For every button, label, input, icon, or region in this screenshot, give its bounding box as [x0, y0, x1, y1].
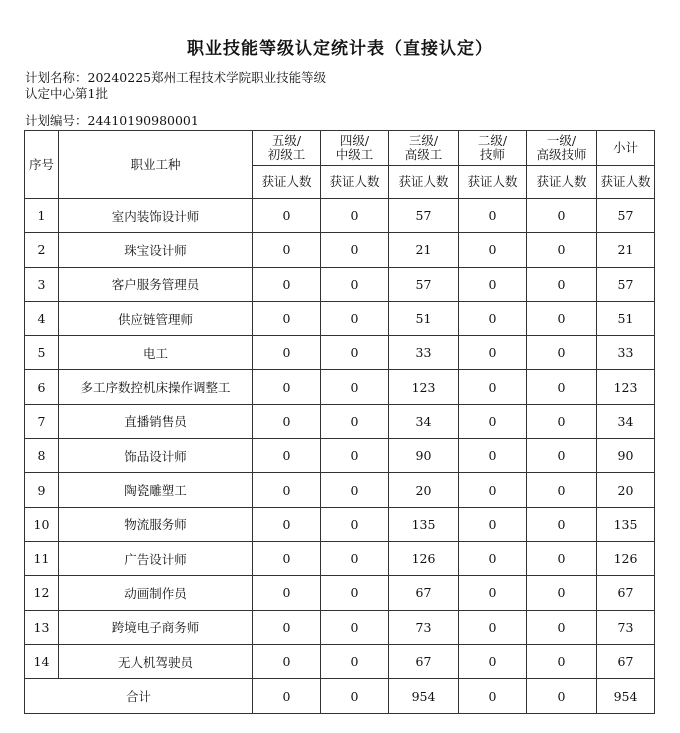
row-count-cell: 0	[321, 233, 389, 267]
row-count-cell: 0	[253, 404, 321, 438]
header-count: 获证人数	[253, 166, 321, 199]
row-occupation: 珠宝设计师	[59, 233, 253, 267]
header-count: 获证人数	[459, 166, 527, 199]
row-count-cell: 0	[321, 404, 389, 438]
row-number: 9	[25, 473, 59, 507]
table-row	[25, 370, 655, 404]
row-count-cell: 0	[321, 507, 389, 541]
header-seq: 序号	[25, 131, 59, 199]
table-row	[25, 576, 655, 610]
row-number: 12	[25, 576, 59, 610]
row-count-cell: 0	[459, 473, 527, 507]
row-occupation: 无人机驾驶员	[59, 644, 253, 678]
row-count-cell: 0	[253, 644, 321, 678]
row-count-cell: 0	[321, 541, 389, 575]
header-count: 获证人数	[321, 166, 389, 199]
table-row	[25, 301, 655, 335]
row-count-cell: 20	[597, 473, 655, 507]
total-cell: 0	[527, 679, 597, 714]
row-count-cell: 0	[253, 301, 321, 335]
row-count-cell: 34	[389, 404, 459, 438]
row-count-cell: 0	[527, 233, 597, 267]
row-count-cell: 0	[527, 199, 597, 233]
table-row	[25, 473, 655, 507]
row-count-cell: 0	[321, 301, 389, 335]
row-count-cell: 33	[389, 336, 459, 370]
row-count-cell: 90	[389, 439, 459, 473]
row-count-cell: 0	[321, 267, 389, 301]
row-count-cell: 0	[253, 233, 321, 267]
row-count-cell: 0	[253, 370, 321, 404]
row-count-cell: 0	[253, 610, 321, 644]
table-row	[25, 404, 655, 438]
row-count-cell: 0	[253, 507, 321, 541]
row-count-cell: 67	[597, 576, 655, 610]
row-count-cell: 0	[253, 336, 321, 370]
row-count-cell: 0	[321, 473, 389, 507]
row-count-cell: 0	[527, 267, 597, 301]
row-count-cell: 51	[597, 301, 655, 335]
row-count-cell: 57	[597, 199, 655, 233]
header-level-2: 二级/ 技师	[459, 131, 527, 166]
row-count-cell: 135	[389, 507, 459, 541]
row-count-cell: 126	[597, 541, 655, 575]
row-count-cell: 51	[389, 301, 459, 335]
total-cell: 954	[597, 679, 655, 714]
total-cell: 0	[459, 679, 527, 714]
table-row	[25, 233, 655, 267]
row-count-cell: 123	[389, 370, 459, 404]
row-number: 3	[25, 267, 59, 301]
row-number: 4	[25, 301, 59, 335]
total-cell: 0	[321, 679, 389, 714]
row-occupation: 陶瓷雕塑工	[59, 473, 253, 507]
row-count-cell: 135	[597, 507, 655, 541]
row-occupation: 多工序数控机床操作调整工	[59, 370, 253, 404]
row-count-cell: 0	[527, 370, 597, 404]
row-count-cell: 90	[597, 439, 655, 473]
row-count-cell: 0	[527, 644, 597, 678]
row-count-cell: 57	[389, 267, 459, 301]
row-occupation: 直播销售员	[59, 404, 253, 438]
row-count-cell: 0	[527, 404, 597, 438]
row-count-cell: 0	[321, 370, 389, 404]
row-count-cell: 0	[321, 610, 389, 644]
row-count-cell: 0	[253, 267, 321, 301]
row-number: 8	[25, 439, 59, 473]
row-count-cell: 67	[389, 576, 459, 610]
row-count-cell: 0	[321, 644, 389, 678]
row-count-cell: 0	[459, 404, 527, 438]
row-occupation: 电工	[59, 336, 253, 370]
row-count-cell: 0	[321, 199, 389, 233]
row-count-cell: 0	[459, 439, 527, 473]
row-number: 1	[25, 199, 59, 233]
row-number: 14	[25, 644, 59, 678]
row-count-cell: 21	[597, 233, 655, 267]
header-level-4: 四级/ 中级工	[321, 131, 389, 166]
row-count-cell: 34	[597, 404, 655, 438]
total-row	[25, 679, 655, 714]
row-occupation: 室内装饰设计师	[59, 199, 253, 233]
table-row	[25, 199, 655, 233]
row-count-cell: 0	[527, 439, 597, 473]
plan-name-line1: 计划名称：20240225郑州工程技术学院职业技能等级	[25, 70, 327, 85]
row-count-cell: 0	[321, 336, 389, 370]
row-count-cell: 0	[253, 473, 321, 507]
row-count-cell: 123	[597, 370, 655, 404]
total-cell: 0	[253, 679, 321, 714]
row-count-cell: 73	[389, 610, 459, 644]
row-count-cell: 0	[459, 610, 527, 644]
row-count-cell: 0	[253, 199, 321, 233]
row-count-cell: 0	[253, 576, 321, 610]
table-row	[25, 439, 655, 473]
row-number: 2	[25, 233, 59, 267]
row-occupation: 物流服务师	[59, 507, 253, 541]
row-count-cell: 0	[459, 199, 527, 233]
page-title: 职业技能等级认定统计表（直接认定）	[187, 39, 493, 59]
table-row	[25, 507, 655, 541]
header-level-5: 五级/ 初级工	[253, 131, 321, 166]
header-level-1: 一级/ 高级技师	[527, 131, 597, 166]
row-count-cell: 0	[459, 267, 527, 301]
plan-number: 计划编号：24410190980001	[25, 113, 199, 128]
total-label: 合计	[25, 679, 253, 714]
table-row	[25, 610, 655, 644]
row-count-cell: 0	[459, 644, 527, 678]
row-occupation: 饰品设计师	[59, 439, 253, 473]
row-count-cell: 0	[527, 301, 597, 335]
header-count: 获证人数	[597, 166, 655, 199]
row-occupation: 广告设计师	[59, 541, 253, 575]
row-count-cell: 0	[527, 610, 597, 644]
row-count-cell: 20	[389, 473, 459, 507]
header-count: 获证人数	[527, 166, 597, 199]
table-row	[25, 267, 655, 301]
row-occupation: 客户服务管理员	[59, 267, 253, 301]
row-count-cell: 0	[527, 541, 597, 575]
row-occupation: 跨境电子商务师	[59, 610, 253, 644]
row-count-cell: 0	[253, 439, 321, 473]
row-count-cell: 0	[527, 576, 597, 610]
row-number: 5	[25, 336, 59, 370]
row-count-cell: 67	[389, 644, 459, 678]
row-count-cell: 67	[597, 644, 655, 678]
row-count-cell: 0	[459, 507, 527, 541]
row-count-cell: 0	[321, 576, 389, 610]
row-number: 10	[25, 507, 59, 541]
table-row	[25, 336, 655, 370]
row-number: 7	[25, 404, 59, 438]
table-row	[25, 644, 655, 678]
header-occupation: 职业工种	[59, 131, 253, 199]
row-number: 6	[25, 370, 59, 404]
row-number: 11	[25, 541, 59, 575]
header-subtotal: 小计	[597, 131, 655, 166]
row-occupation: 动画制作员	[59, 576, 253, 610]
row-count-cell: 0	[527, 507, 597, 541]
row-count-cell: 0	[321, 439, 389, 473]
row-count-cell: 0	[459, 576, 527, 610]
row-count-cell: 73	[597, 610, 655, 644]
row-count-cell: 0	[527, 473, 597, 507]
row-occupation: 供应链管理师	[59, 301, 253, 335]
row-number: 13	[25, 610, 59, 644]
row-count-cell: 57	[389, 199, 459, 233]
header-level-3: 三级/ 高级工	[389, 131, 459, 166]
statistics-table	[24, 130, 655, 714]
row-count-cell: 33	[597, 336, 655, 370]
header-count: 获证人数	[389, 166, 459, 199]
row-count-cell: 0	[527, 336, 597, 370]
row-count-cell: 0	[459, 233, 527, 267]
row-count-cell: 21	[389, 233, 459, 267]
plan-name-line2: 认定中心第1批	[25, 86, 108, 101]
row-count-cell: 0	[459, 370, 527, 404]
table-row	[25, 541, 655, 575]
row-count-cell: 0	[459, 541, 527, 575]
row-count-cell: 0	[459, 336, 527, 370]
row-count-cell: 126	[389, 541, 459, 575]
row-count-cell: 0	[253, 541, 321, 575]
row-count-cell: 0	[459, 301, 527, 335]
row-count-cell: 57	[597, 267, 655, 301]
total-cell: 954	[389, 679, 459, 714]
